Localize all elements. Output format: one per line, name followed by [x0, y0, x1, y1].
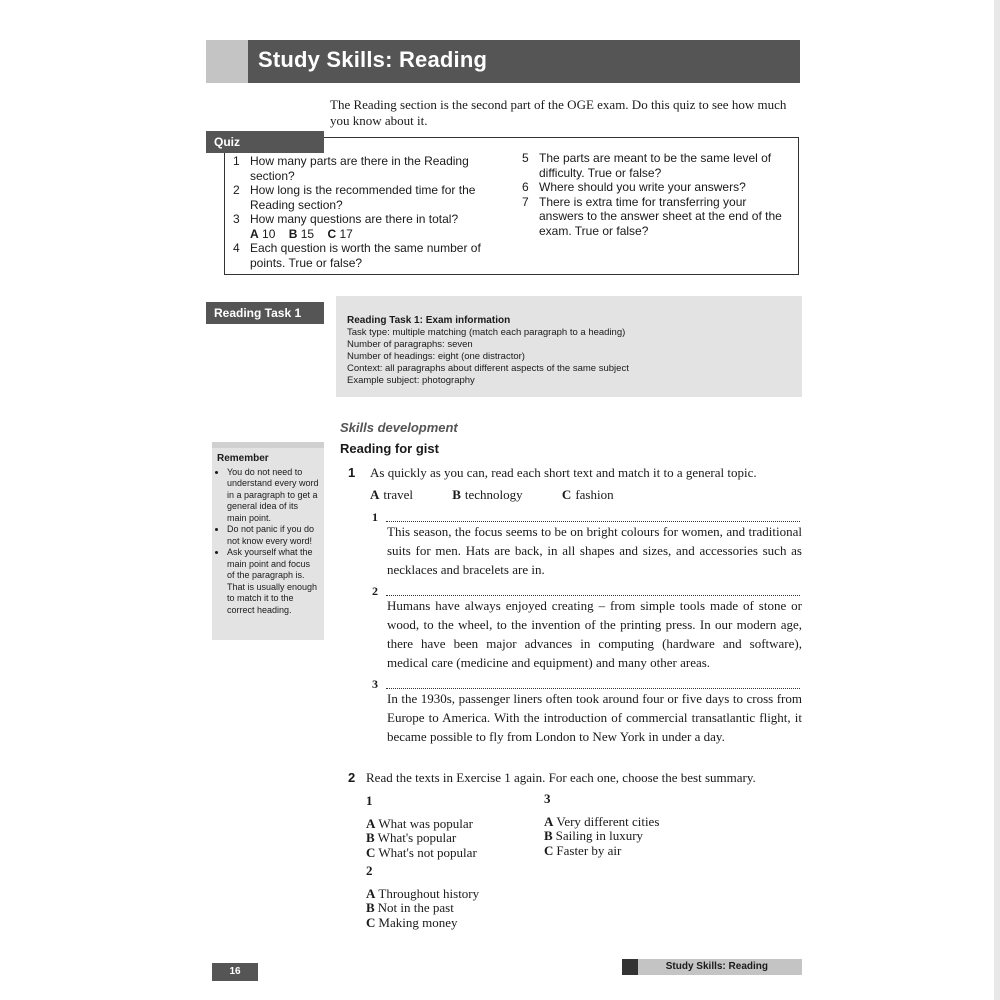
paragraph-text: Humans have always enjoyed creating – from simple tools made of stone or wood, to the wheel, to the invention of the printing press. In our modern age, there have been major advances in computing (hardware and software), medical care (medicine and equipment) and many other areas.	[387, 598, 802, 670]
option-text: Sailing in luxury	[555, 828, 644, 843]
quiz-question	[233, 241, 488, 270]
option-text: What's not popular	[378, 844, 477, 860]
remember-title: Remember	[217, 453, 269, 464]
topic-letter: A	[370, 487, 380, 502]
summary-group-number: 2	[366, 863, 373, 878]
topic-option	[562, 487, 632, 502]
summary-option	[366, 831, 477, 846]
question-text: How long is the recommended time for the Reading section?	[250, 183, 476, 212]
option-value: 10	[262, 226, 276, 241]
topic-label: fashion	[575, 487, 614, 502]
exercise-number: 1	[348, 465, 356, 480]
topic-label: technology	[464, 487, 523, 502]
exercise-instruction: As quickly as you can, read each short text and match it to a general topic.	[370, 465, 757, 480]
quiz-question	[522, 151, 790, 180]
question-number: 4	[233, 241, 240, 255]
footer-square	[622, 959, 638, 975]
summary-option	[366, 901, 479, 916]
question-text: The parts are meant to be the same level of difficulty. True or false?	[539, 151, 772, 180]
option-text: Faster by air	[556, 842, 622, 858]
question-number: 5	[522, 151, 529, 165]
quiz-question	[233, 154, 488, 183]
summary-option	[366, 887, 479, 902]
summary-group	[366, 864, 479, 930]
exercise-instruction: Read the texts in Exercise 1 again. For each one, choose the best summary.	[366, 770, 756, 785]
summary-option	[544, 815, 659, 830]
paragraph-text: This season, the focus seems to be on bright colours for women, and traditional suits for men. Hats are back, in all shapes and sizes, and accessories such as necklaces and bracelets are in.	[387, 524, 802, 577]
option-text: What was popular	[378, 815, 473, 831]
summary-group-number: 1	[366, 793, 373, 808]
summary-option	[366, 817, 477, 832]
question-number: 2	[233, 183, 240, 197]
option-letter: B	[366, 900, 375, 915]
footer-section-label: Study Skills: Reading	[638, 959, 802, 975]
exam-info-line: Number of headings: eight (one distractor)	[347, 351, 525, 362]
question-text: Each question is worth the same number of points. True or false?	[250, 241, 481, 270]
summary-option	[544, 829, 659, 844]
exam-info-line: Task type: multiple matching (match each paragraph to a heading)	[347, 327, 626, 338]
exam-info-lines	[347, 315, 629, 387]
option-letter: A	[366, 815, 376, 831]
page-number: 16	[212, 963, 258, 981]
question-text: There is extra time for transferring your answers to the answer sheet at the end of the exam. True or false?	[539, 194, 782, 238]
exercise-number: 2	[348, 770, 356, 785]
option-letter: B	[366, 830, 375, 845]
remember-item: • You do not need to understand every word in a paragraph to get a general idea of its main point.	[227, 467, 320, 525]
reading-task-tab: Reading Task 1	[206, 302, 324, 324]
option-text: Very different cities	[556, 813, 660, 829]
exam-info-line: Number of paragraphs: seven	[347, 339, 473, 350]
quiz-question	[233, 212, 488, 241]
topic-option	[452, 487, 540, 502]
summary-option	[366, 846, 477, 861]
question-text: Where should you write your answers?	[539, 180, 746, 194]
question-number: 3	[233, 212, 240, 226]
question-number: 6	[522, 180, 529, 194]
paragraph-text: In the 1930s, passenger liners often took around four or five days to cross from Europe to America. With the introduction of commercial transatlantic flight, it became possible to fly from London to New York in under a day.	[387, 691, 802, 744]
question-options	[250, 227, 488, 242]
remember-box	[212, 442, 324, 640]
quiz-right-column	[522, 151, 790, 238]
exam-info-line: Context: all paragraphs about different aspects of the same subject	[347, 363, 629, 374]
option-letter: C	[366, 844, 376, 860]
paragraph-number: 3	[372, 677, 378, 691]
paragraph-number: 2	[372, 584, 378, 598]
summary-group	[366, 794, 477, 860]
option-letter: B	[288, 226, 298, 241]
summary-option	[366, 916, 479, 931]
question-text: How many parts are there in the Reading section?	[250, 154, 469, 183]
option-value: 17	[339, 226, 353, 241]
exam-info-line: Example subject: photography	[347, 375, 475, 386]
option-text: Not in the past	[377, 900, 454, 915]
quiz-left-column	[233, 154, 488, 270]
remember-item: • Do not panic if you do not know every word!	[227, 524, 320, 547]
question-text: How many questions are there in total?	[250, 212, 459, 226]
question-number: 1	[233, 154, 240, 168]
remember-list	[217, 467, 320, 617]
quiz-question	[233, 183, 488, 212]
topic-options	[370, 487, 650, 503]
option-letter: B	[544, 828, 553, 843]
option-letter: C	[544, 842, 554, 858]
option-letter: A	[250, 226, 259, 241]
option-letter: A	[366, 885, 376, 901]
exam-info-title: Reading Task 1: Exam information	[347, 315, 511, 326]
page-title: Study Skills: Reading	[258, 47, 488, 72]
option-text: What's popular	[377, 830, 457, 845]
intro-text: The Reading section is the second part of the OGE exam. Do this quiz to see how much you know about it.	[330, 97, 787, 128]
skills-development-label: Skills development	[340, 420, 458, 435]
remember-item: • Ask yourself what the main point and focus of the paragraph is. That is usually enough to match it to the correct heading.	[227, 547, 320, 616]
topic-letter: B	[452, 487, 461, 502]
section-heading: Reading for gist	[340, 441, 439, 456]
quiz-question	[522, 180, 790, 195]
topic-option	[370, 487, 431, 502]
summary-group	[544, 792, 659, 858]
topic-label: travel	[383, 487, 413, 502]
topic-letter: C	[561, 487, 572, 502]
quiz-tab: Quiz	[206, 131, 324, 153]
question-number: 7	[522, 194, 529, 209]
paragraph-number: 1	[372, 510, 378, 524]
option-value: 15	[300, 226, 315, 241]
option-text: Making money	[378, 914, 458, 930]
option-letter: C	[366, 914, 376, 930]
option-letter: C	[327, 226, 337, 241]
option-letter: A	[544, 813, 554, 829]
quiz-question	[522, 195, 790, 239]
summary-group-number: 3	[544, 791, 551, 806]
summary-option	[544, 844, 659, 859]
option-text: Throughout history	[378, 885, 480, 901]
